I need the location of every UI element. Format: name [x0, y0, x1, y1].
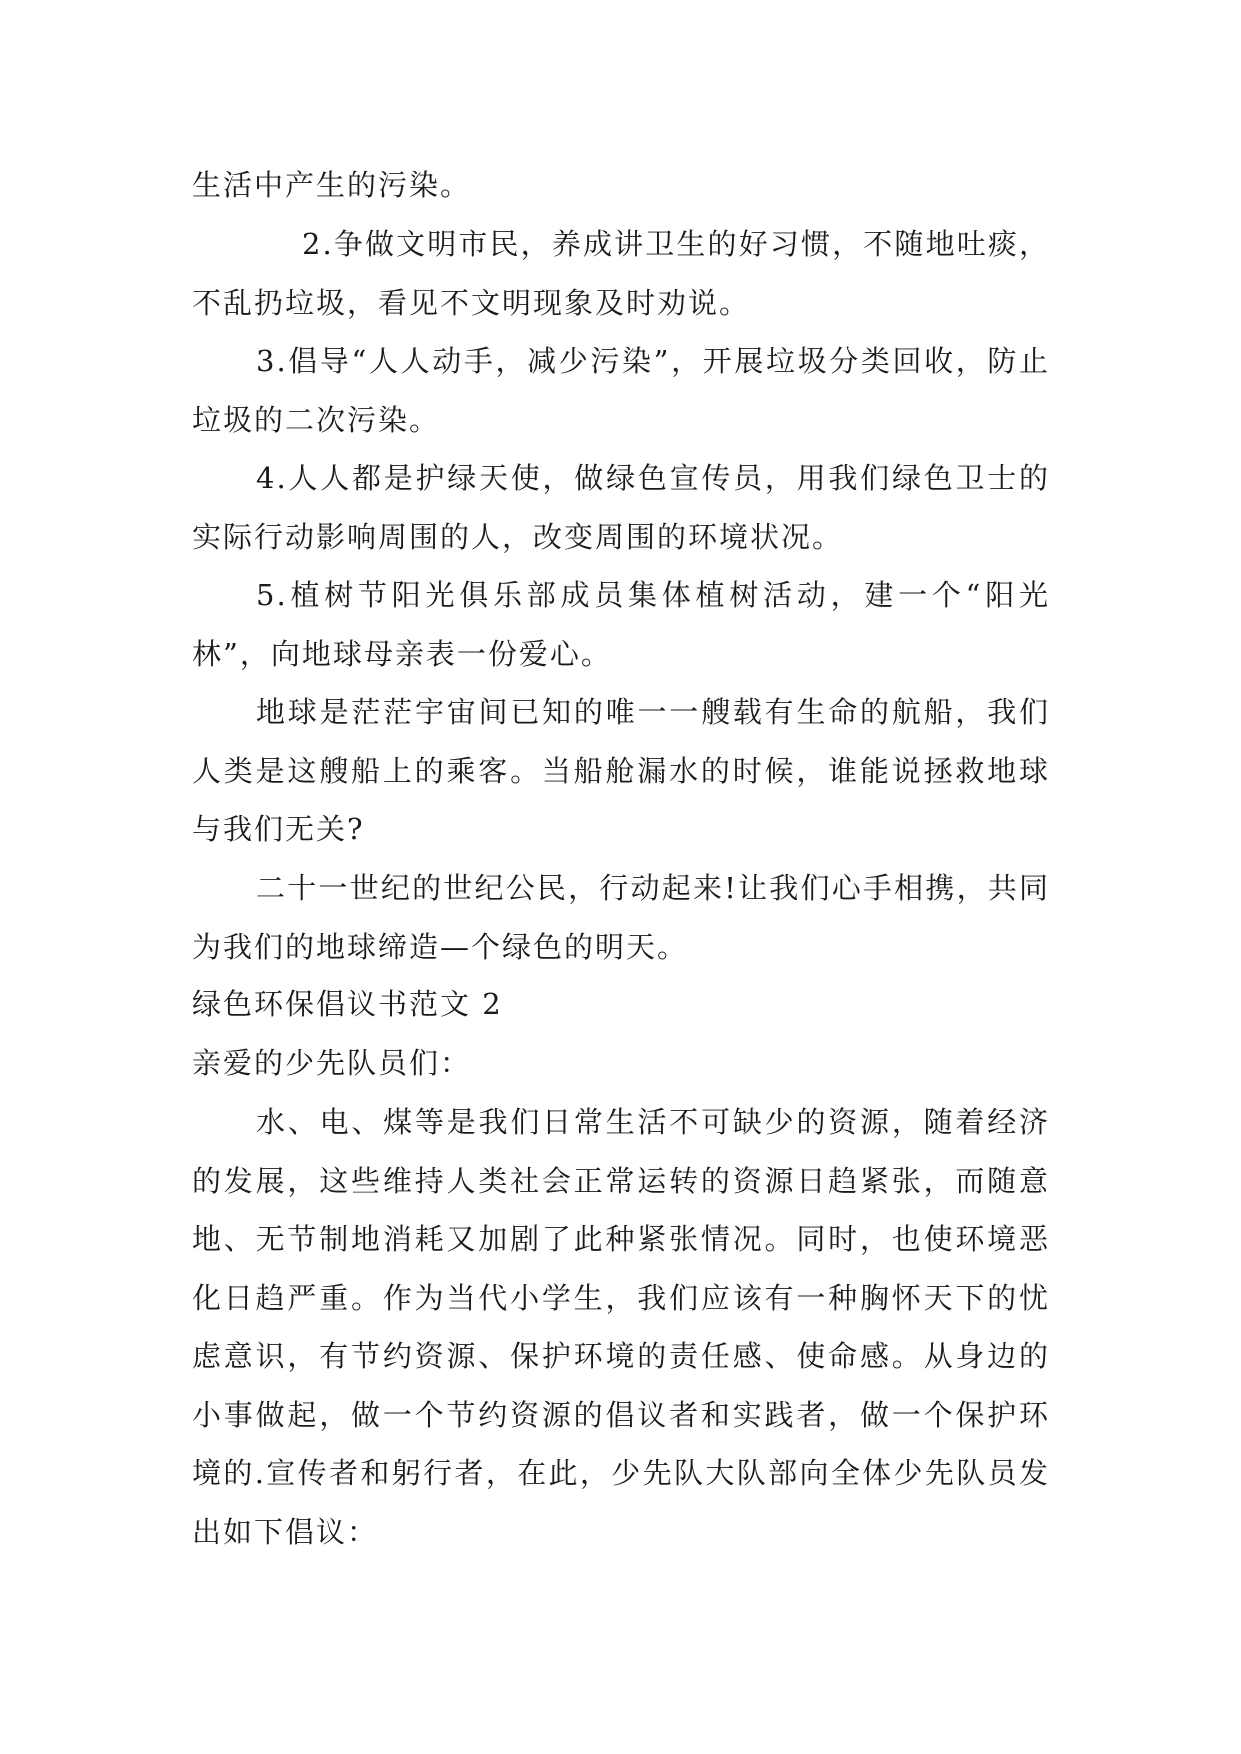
paragraph-item-5: 5.植树节阳光俱乐部成员集体植树活动，建一个“阳光林”，向地球母亲表一份爱心。 — [192, 578, 1050, 671]
body-paragraph: 水、电、煤等是我们日常生活不可缺少的资源，随着经济的发展，这些维持人类社会正常运转的资源日趋紧张，而随意地、无节制地消耗又加剧了此种紧张情况。同时，也使环境恶化日趋严重。作为当代小学生，我们应该有一种胸怀天下的忧虑意识，有节约资源、保护环境的责任感、使命感。从身边的小事做起，做一个节约资源的倡议者和实践者，做一个保护环境的.宣传者和躬行者，在此，少先队大队部向全体少先队员发出如下倡议： — [192, 1105, 1050, 1549]
paragraph-item-3: 3.倡导“人人动手，减少污染”，开展垃圾分类回收，防止垃圾的二次污染。 — [192, 344, 1050, 437]
section-title: 绿色环保倡议书范文 2 — [192, 987, 503, 1021]
paragraph-item-2: 2.争做文明市民，养成讲卫生的好习惯，不随地吐痰，不乱扔垃圾，看见不文明现象及时劝说。 — [192, 227, 1050, 320]
paragraph-earth: 地球是茫茫宇宙间已知的唯一一艘载有生命的航船，我们人类是这艘船上的乘客。当船舱漏水的时候，谁能说拯救地球与我们无关? — [192, 695, 1050, 846]
salutation: 亲爱的少先队员们： — [192, 1046, 472, 1080]
paragraph-call-to-action: 二十一世纪的世纪公民，行动起来!让我们心手相携，共同为我们的地球缔造—个绿色的明天。 — [192, 871, 1050, 964]
paragraph-continuation: 生活中产生的污染。 — [192, 168, 472, 202]
paragraph-item-4: 4.人人都是护绿天使，做绿色宣传员，用我们绿色卫士的实际行动影响周围的人，改变周围的环境状况。 — [192, 461, 1050, 554]
